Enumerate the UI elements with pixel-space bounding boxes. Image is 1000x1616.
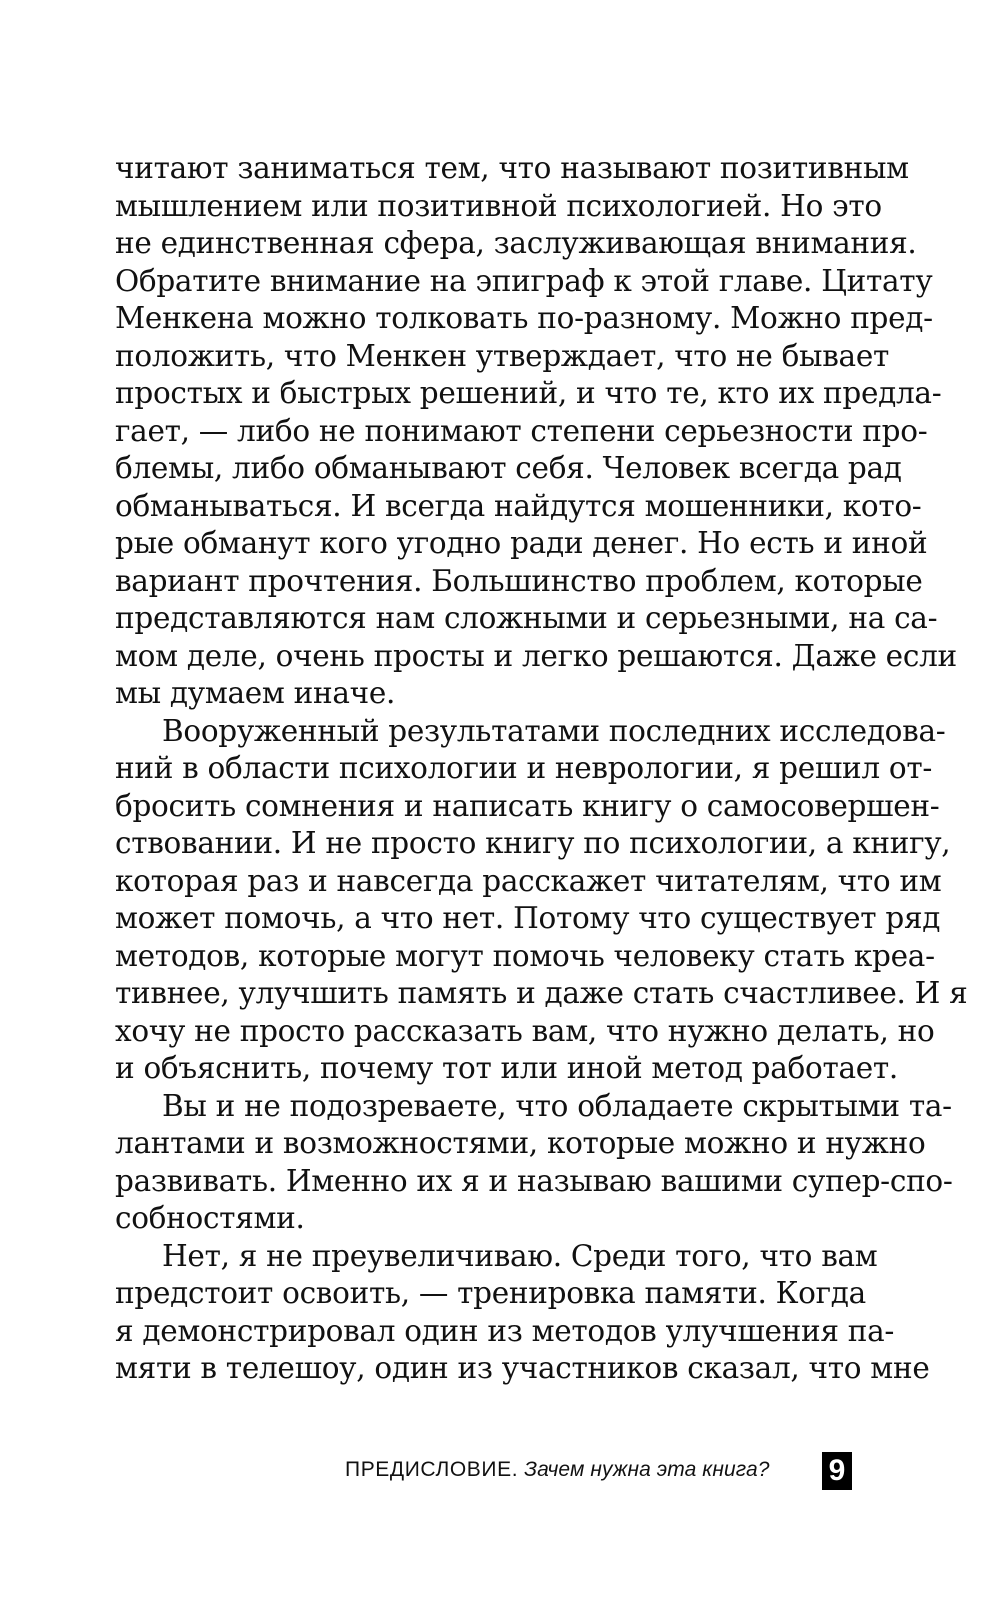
- text-line: бросить сомнения и написать книгу о самосовершен-: [115, 788, 940, 823]
- text-line: собностями.: [115, 1201, 305, 1235]
- text-line: мышлением или позитивной психологией. Но это: [115, 188, 882, 223]
- text-line: Обратите внимание на эпиграф к этой главе. Цитату: [115, 263, 933, 298]
- text-line: и объяснить, почему тот или иной метод работает.: [115, 1051, 899, 1085]
- text-line: мом деле, очень просты и легко решаются. Даже если: [115, 638, 957, 673]
- text-line: предстоит освоить, — тренировка памяти. Когда: [115, 1276, 866, 1310]
- text-line: Вооруженный результатами последних исследова-: [162, 713, 946, 748]
- text-line: я демонстрировал один из методов улучшения па-: [115, 1313, 895, 1348]
- page-footer: [345, 1452, 875, 1492]
- text-line: положить, что Менкен утверждает, что не бывает: [115, 338, 890, 373]
- text-line: которая раз и навсегда расскажет читателям, что им: [115, 863, 942, 898]
- text-line: развивать. Именно их я и называю вашими супер-спо-: [115, 1163, 953, 1198]
- page-number: 9: [822, 1452, 852, 1490]
- text-line: лантами и возможностями, которые можно и нужно: [115, 1126, 926, 1160]
- text-line: вариант прочтения. Большинство проблем, которые: [115, 563, 923, 598]
- text-line: представляются нам сложными и серьезными, на са-: [115, 601, 938, 635]
- text-line: обманываться. И всегда найдутся мошенники, кото-: [115, 488, 922, 523]
- text-line: тивнее, улучшить память и даже стать счастливее. И я: [115, 976, 968, 1010]
- running-head-section: ПРЕДИСЛОВИЕ.: [345, 1458, 519, 1481]
- text-line: простых и быстрых решений, и что те, кто их предла-: [115, 376, 942, 410]
- text-line: читают заниматься тем, что называют позитивным: [115, 151, 909, 185]
- text-line: не единственная сфера, заслуживающая внимания.: [115, 226, 917, 260]
- text-line: может помочь, а что нет. Потому что существует ряд: [115, 901, 941, 935]
- text-line: методов, которые могут помочь человеку стать креа-: [115, 938, 935, 973]
- text-line: ствовании. И не просто книгу по психологии, а книгу,: [115, 826, 951, 860]
- text-line: мы думаем иначе.: [115, 676, 396, 710]
- text-line: блемы, либо обманывают себя. Человек всегда рад: [115, 451, 902, 485]
- text-line: Менкена можно толковать по-разному. Можно пред-: [115, 301, 933, 335]
- text-line: ний в области психологии и неврологии, я решил от-: [115, 751, 933, 785]
- text-line: Нет, я не преувеличиваю. Среди того, что вам: [162, 1238, 878, 1273]
- text-line: гает, — либо не понимают степени серьезности про-: [115, 413, 928, 448]
- text-line: рые обманут кого угодно ради денег. Но есть и иной: [115, 526, 928, 560]
- running-head: [345, 1458, 770, 1482]
- running-head-subtitle: Зачем нужна эта книга?: [524, 1458, 770, 1481]
- text-line: хочу не просто рассказать вам, что нужно делать, но: [115, 1013, 935, 1048]
- text-line: мяти в телешоу, один из участников сказал, что мне: [115, 1351, 930, 1385]
- text-line: Вы и не подозреваете, что обладаете скрытыми та-: [162, 1088, 952, 1123]
- body-text: [115, 150, 968, 1388]
